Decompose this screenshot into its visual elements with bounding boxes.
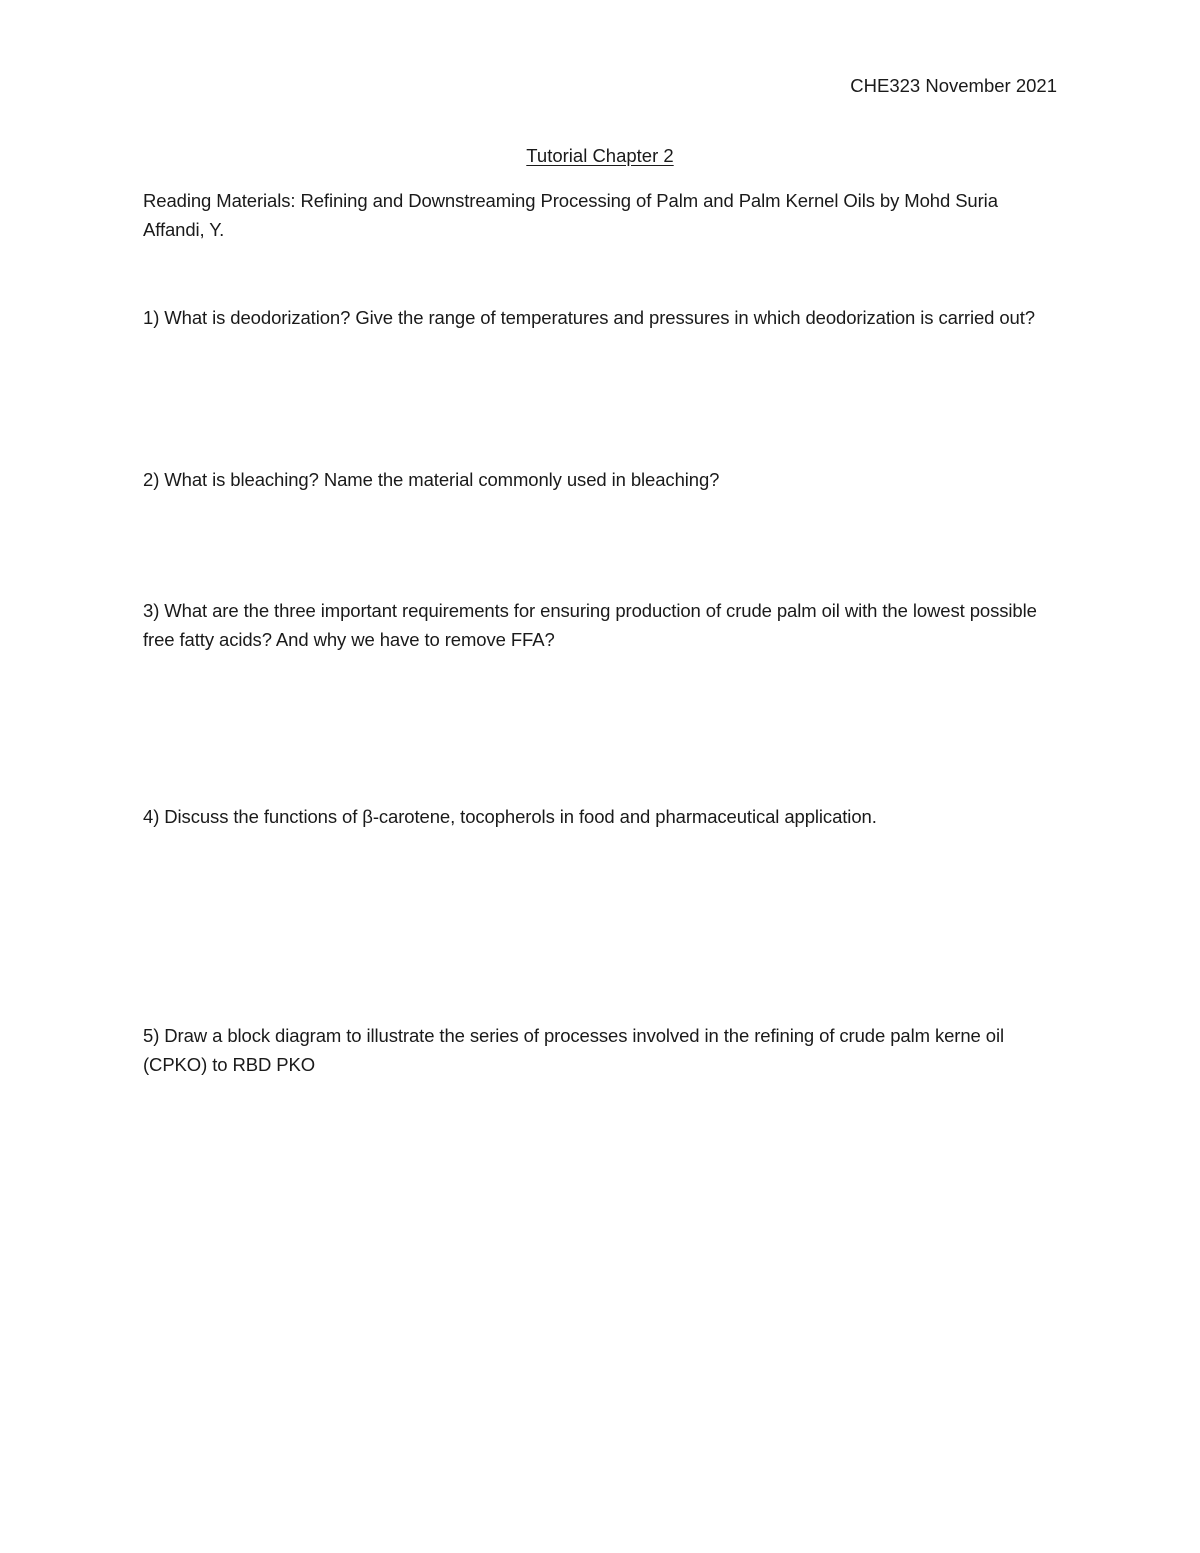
question-1: 1) What is deodorization? Give the range of temperatures and pressures in which deodorization is carried out?	[143, 307, 1035, 328]
question-3: 3) What are the three important requirements for ensuring production of crude palm oil with the lowest possible free fatty acids? And why we have to remove FFA?	[143, 600, 1037, 650]
reading-materials: Reading Materials: Refining and Downstreaming Processing of Palm and Palm Kernel Oils by Mohd Suria Affandi, Y.	[143, 190, 998, 240]
question-4: 4) Discuss the functions of β-carotene, tocopherols in food and pharmaceutical application.	[143, 806, 877, 827]
question-2: 2) What is bleaching? Name the material commonly used in bleaching?	[143, 469, 720, 490]
page-title: Tutorial Chapter 2	[526, 145, 674, 166]
question-5: 5) Draw a block diagram to illustrate the series of processes involved in the refining of crude palm kerne oil (CPKO) to RBD PKO	[143, 1025, 1004, 1075]
course-date-header: CHE323 November 2021	[850, 75, 1057, 96]
